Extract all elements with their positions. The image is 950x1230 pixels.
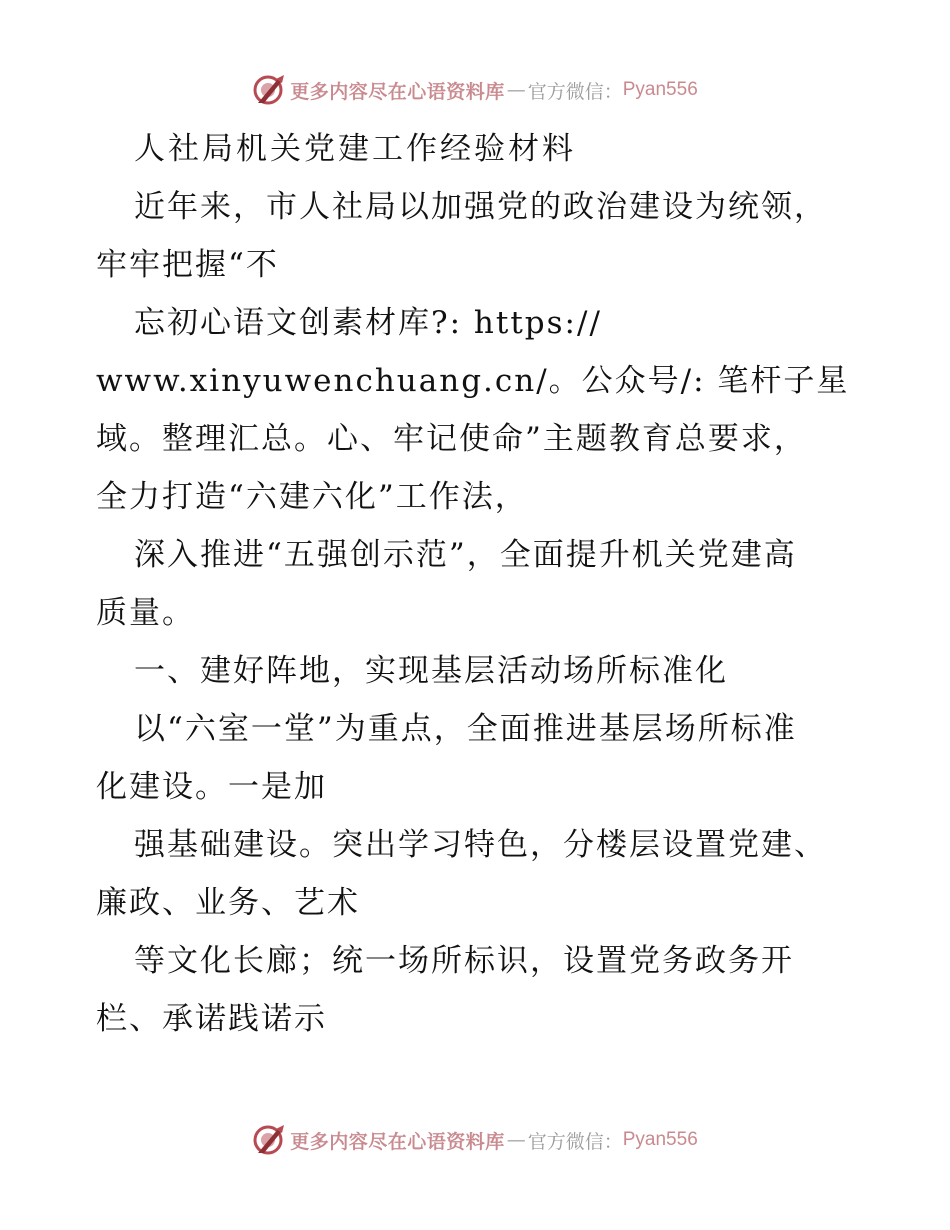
banner-wechat-label: 官方微信： — [527, 80, 623, 103]
paragraph-line: 化建设。一是加 — [96, 769, 327, 805]
paragraph-line: 近年来，市人社局以加强党的政治建设为统领， — [134, 189, 827, 225]
quill-seal-icon — [252, 73, 286, 107]
header-banner — [0, 70, 950, 110]
paragraph-line: 等文化长廊；统一场所标识，设置党务政务开 — [134, 943, 794, 979]
paragraph-line: 栏、承诺践诺示 — [96, 1001, 327, 1037]
paragraph-line: 忘初心语文创素材库?: https:// — [134, 305, 602, 341]
banner-title: 更多内容尽在心语资料库 — [290, 80, 505, 103]
paragraph-line: 全力打造“六建六化”工作法， — [96, 479, 528, 515]
paragraph-line: 深入推进“五强创示范”，全面提升机关党建高 — [134, 537, 797, 573]
banner-wechat-label: 官方微信： — [527, 1130, 623, 1153]
paragraph-line: 域。整理汇总。心、牢记使命”主题教育总要求， — [96, 421, 807, 457]
document-body — [96, 120, 866, 1048]
footer-banner — [0, 1120, 950, 1160]
quill-seal-icon — [252, 1123, 286, 1157]
document-title: 人社局机关党建工作经验材料 — [134, 131, 576, 167]
banner-separator: — — [506, 1129, 526, 1151]
banner-wechat-id: Pyan556 — [622, 1129, 698, 1150]
paragraph-line: 质量。 — [96, 595, 195, 631]
paragraph-line: www.xinyuwenchuang.cn/。公众号/: 笔杆子星 — [96, 363, 850, 399]
paragraph-line: 廉政、业务、艺术 — [96, 885, 360, 921]
paragraph-line: 牢牢把握“不 — [96, 247, 279, 283]
banner-title: 更多内容尽在心语资料库 — [290, 1130, 505, 1153]
section-heading: 一、建好阵地，实现基层活动场所标准化 — [134, 653, 728, 689]
paragraph-line: 强基础建设。突出学习特色，分楼层设置党建、 — [134, 827, 827, 863]
paragraph-line: 以“六室一堂”为重点，全面推进基层场所标准 — [134, 711, 797, 747]
banner-wechat-id: Pyan556 — [622, 79, 698, 100]
banner-separator: — — [506, 79, 526, 101]
